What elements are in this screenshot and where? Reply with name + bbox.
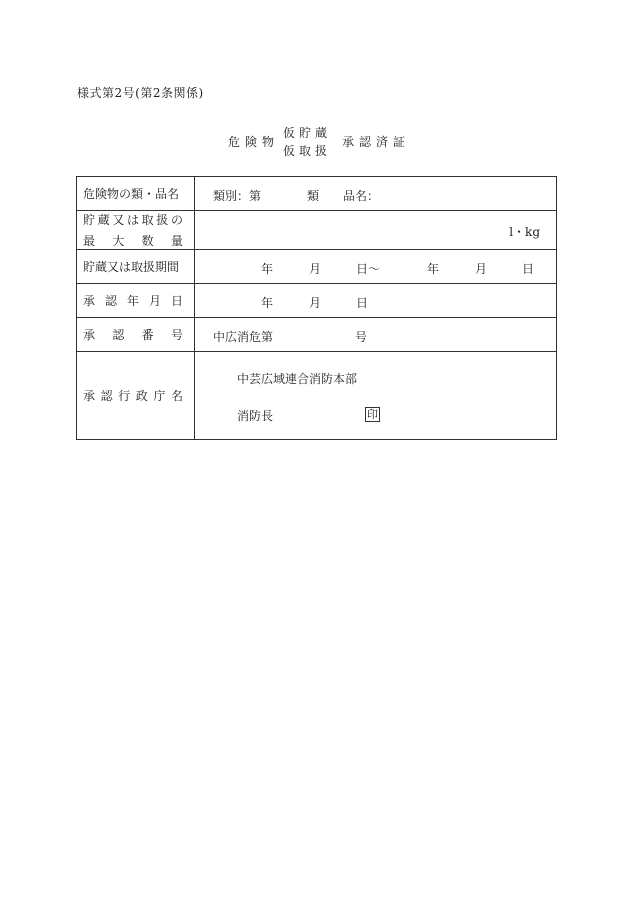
label-char: 取 <box>141 213 154 227</box>
label-char: 数 <box>141 234 154 248</box>
label-line-2 <box>83 232 183 249</box>
item-name-label: 品名： <box>343 189 380 203</box>
period-day-from: 日～ <box>356 262 381 276</box>
label-char: 政 <box>135 389 148 403</box>
period-day-to: 日 <box>522 262 535 276</box>
label-char: 大 <box>112 234 125 248</box>
label-char: 行 <box>118 389 131 403</box>
label-char: の <box>170 213 183 227</box>
value-hazard-class <box>195 177 557 211</box>
row-period <box>77 250 557 284</box>
period-year-to: 年 <box>427 262 440 276</box>
value-approval-number <box>195 318 557 352</box>
label-authority <box>77 352 195 440</box>
label-char: 蔵 <box>97 213 110 227</box>
title-hazardous-materials: 危険物 <box>228 135 280 149</box>
form-number: 様式第2号(第2条関係) <box>77 86 204 100</box>
label-char: 月 <box>148 294 161 308</box>
label-char: 日 <box>170 294 183 308</box>
class-suffix: 類 <box>307 189 320 203</box>
label-char: 番 <box>141 328 154 342</box>
approval-day: 日 <box>356 296 369 310</box>
value-period <box>195 250 557 284</box>
row-max-quantity <box>77 211 557 250</box>
period-month: 月 <box>309 262 322 276</box>
label-char: 承 <box>83 328 96 342</box>
value-authority <box>195 352 557 440</box>
title-temporary-handling: 仮取扱 <box>283 144 332 158</box>
label-char: 貯 <box>83 213 96 227</box>
label-char: 号 <box>170 328 183 342</box>
label-char: 承 <box>83 389 96 403</box>
label-char: 認 <box>100 389 113 403</box>
value-max-quantity <box>195 211 557 250</box>
row-approval-date <box>77 284 557 318</box>
label-char: 名 <box>170 389 183 403</box>
label-char: 量 <box>170 234 183 248</box>
approval-number-suffix: 号 <box>355 330 368 344</box>
row-authority <box>77 352 557 440</box>
seal-mark: 印 <box>367 408 378 421</box>
quantity-unit: l・kg <box>509 225 540 239</box>
label-max-quantity <box>77 211 195 250</box>
row-approval-number <box>77 318 557 352</box>
label-char: 年 <box>126 294 139 308</box>
label-char: 庁 <box>153 389 166 403</box>
document-title <box>0 124 630 158</box>
label-char: 認 <box>104 294 117 308</box>
authority-organization: 中芸広域連合消防本部 <box>237 372 358 386</box>
label-char: は <box>126 213 139 227</box>
value-approval-date <box>195 284 557 318</box>
title-approval-certificate: 承認済証 <box>342 135 411 149</box>
label-char: 承 <box>83 294 96 308</box>
approval-number-prefix: 中広消危第 <box>213 330 274 344</box>
approval-year: 年 <box>261 296 274 310</box>
label-period: 貯蔵又は取扱期間 <box>77 250 195 284</box>
approval-month: 月 <box>309 296 322 310</box>
label-char: 扱 <box>156 213 169 227</box>
label-char: 又 <box>112 213 125 227</box>
period-year: 年 <box>261 262 274 276</box>
label-approval-date <box>77 284 195 318</box>
period-month-to: 月 <box>475 262 488 276</box>
class-prefix: 類別：第 <box>213 189 262 203</box>
label-char: 最 <box>83 234 96 248</box>
title-temporary-storage: 仮貯蔵 <box>283 126 332 140</box>
label-char: 認 <box>112 328 125 342</box>
label-hazard-class: 危険物の類・品名 <box>77 177 195 211</box>
authority-chief: 消防長 <box>237 409 274 423</box>
row-hazard-class <box>77 177 557 211</box>
label-line-1 <box>83 211 183 228</box>
approval-form-table <box>76 176 557 440</box>
label-approval-number <box>77 318 195 352</box>
